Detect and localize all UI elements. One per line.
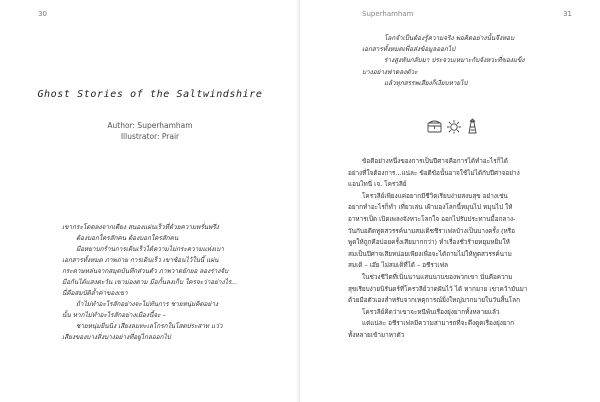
text-line: เสียงของบางสิ่งบางอย่างที่อยู่ไกลออกไป (62, 333, 171, 341)
chest-sun-lighthouse-ornament-icon (424, 118, 484, 134)
text-line: พูดให้ถูกคือบ่อยครั้งเสียมากกว่า) ทำเรื่องชั่วร้ายหยุมหยิมให้ (348, 238, 510, 247)
text-line: ทั้งหลายเข้ามาหาตัว (348, 330, 405, 339)
text-line: สมเดิ – เอ๊ย ไม่สมเดิที่ได้ – อชีราเฟล (348, 261, 449, 270)
book-title: Ghost Stories of the Saltwindshire (37, 89, 263, 100)
text-line: โครวลีย์เพียงแค่อยากมีชีวิตเรียบง่ายสงบสุข อย่างเช่น (362, 191, 508, 200)
text-line: มือหยาบกร้านการเดินเร็วได้ความไม่กระความแห่งเบา (76, 245, 224, 253)
text-line: แอนไทนี่ เจ. โครวลีย์ (348, 180, 407, 189)
text-line: สุขเรียบง่ายนิรันดร์ที่โครวลีย์วาดฝันไว้ ได้ หากมาย เขาคว้ามันมา (348, 284, 528, 293)
page-number-left: 30 (38, 10, 47, 18)
text-line: ถ้าไม่ทำอะไรสักอย่างจะไม่ทันการ ชายหนุ่มคิดอย่าง (76, 300, 218, 308)
text-line: เอกสารทั้งหมดเพื่อส่งข้อมูลออกไป (362, 45, 456, 54)
text-line: แล้วทุกสรรพเสียงก็เงียบหายไป (384, 78, 468, 87)
text-line: ร่างสูงหันกลับมา ประจวบเหมาะกับจังหวะที่ของแข็ง (384, 56, 525, 65)
text-line: นั้น หากไม่ทำอะไรสักอย่างเมืองนี้จะ – (62, 311, 166, 319)
right-page (300, 0, 600, 402)
text-line: อาหารเป็ด เปิดเพลงจังหวะโลกใจ ออกไปรับประทานมื้อกลาง- (348, 214, 516, 223)
right-page-poem (362, 33, 592, 89)
right-page-prose (348, 156, 586, 342)
page-number-right: 31 (563, 10, 572, 18)
text-line: ในช่วงชีวิตที่เนิ่นนานแสนนานของพวกเขา นั่นคือความ (362, 272, 513, 281)
author-credit: Author: Superhamham (107, 121, 193, 130)
text-line: ด้วยมือตัวเองสำหรับจากเหตุการณ์ยิ่งใหญ่มากมายในวันสิ้นโลก (348, 296, 520, 305)
text-line: ชายหนุ่มยืนนิ่ง เสียงลมทะเลโกรกในโสตประสาท แว่ว (76, 322, 223, 330)
left-page-text (62, 222, 284, 343)
text-line: อยากทำอะไรก็ทำ เที่ยวเล่น เฝ้ามองโลกนี้หมุนไป หมุนไป ให้ (348, 203, 513, 212)
text-line: แต่แน่ละ อชีราเฟลมีความสามารถที่จะดึงดูดเรื่องยุ่งยาก (362, 319, 515, 328)
text-line: วันกับอดีตทูตสวรรค์นามสมเดิชชีราเฟลบ้างเป็นบางครั้ง (หรือ (348, 226, 515, 235)
illustrator-credit: Illustrator: Prair (120, 132, 180, 141)
text-line: โลกจำเป็นต้องรู้ความจริง พอคิดอย่างนั้นจึงหอบ (384, 34, 515, 42)
text-line: เขากระโดดลงจากเตียง สนองแผ่นเร็วที่ด้วยความพรั่นพรึง (62, 223, 219, 231)
text-line: บางอย่างฟาดลงตัวะ (362, 67, 418, 76)
text-line: กระดาษหล่นจากสมุดบันทึกส่วนตัว ภาพวาดยักยอ ลองร่างจับ (62, 267, 229, 275)
text-line: สมเป็นปีศาจเสียหน่อยเพียงเพื่อจะได้ถามไม่ให้ทูตสวรรค์นาม (348, 249, 512, 258)
text-line: อย่างที่ใจต้องการ...แน่ละ ข้อดีข้อนั้นอาจใช้ไม่ได้กับปีศาจอย่าง (348, 168, 520, 177)
running-head: Superhamham (362, 10, 414, 18)
text-line: ข้อดีอย่างหนึ่งของการเป็นปีศาจคือการได้ทำอะไรก็ได้ (362, 157, 508, 165)
text-line: เอกสารทั้งหมด ภาพถ่าย การเดินเร็ว เขาซ้อนไว้ในนี้ แผ่น (62, 256, 219, 264)
text-line: โครวลีย์คิดว่าเขาจะหนีพ้นเรื่องยุ่งยากทั้งหลายแล้ว (362, 307, 500, 316)
text-line: นี่คือสมบัติล้ำค่าของเขา (62, 289, 128, 297)
text-line: ต้องบอกใครสักคน ต้องบอกใครสักคน (76, 234, 179, 242)
text-line: มือกันได้แสงตะวัน เขาม่องตาม มือกั้นลงเก็บ ใครจะว่าอย่างไร... (62, 278, 238, 286)
